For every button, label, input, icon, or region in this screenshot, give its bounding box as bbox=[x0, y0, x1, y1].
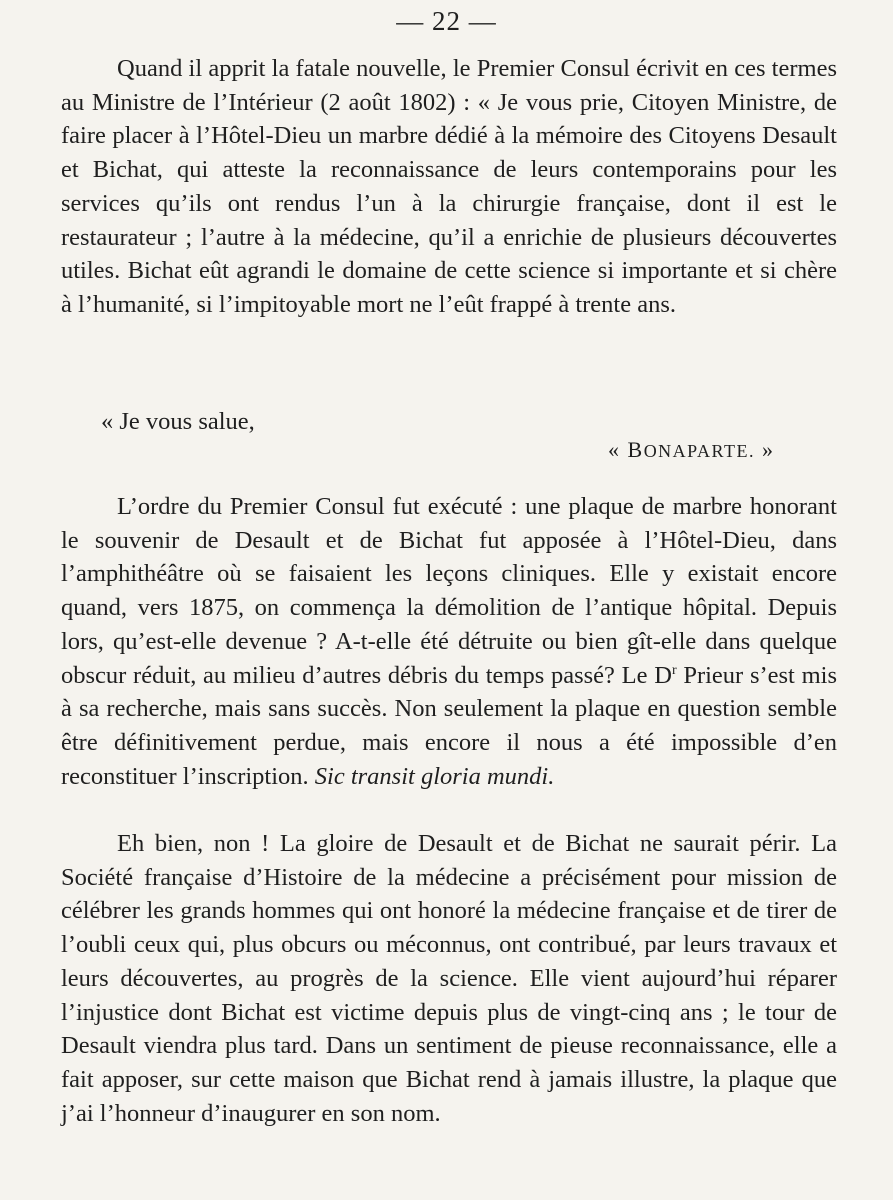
paragraph-text: Eh bien, non ! La gloire de Desault et de Bichat ne saurait périr. La Société française d’Histoire de la médecine a précisément pour mission de célébrer les grands hommes qui ont honoré la médecine française et de tirer de l’oubli ceux qui, plus obcurs ou méconnus, ont contribué, par leurs travaux et leurs découvertes, au progrès de la science. Elle vient aujourd’hui réparer l’injustice dont Bichat est victime depuis plus de vingt-cinq ans ; le tour de Desault viendra plus tard. Dans un sentiment de pieuse reconnaissance, elle a fait apposer, sur cette maison que Bichat rend à jamais illustre, la plaque que j’ai l’honneur d’inaugurer en son nom. bbox=[61, 830, 837, 1127]
paragraph-part-1: L’ordre du Premier Consul fut exécuté : une plaque de marbre honorant le souvenir de Desault et de Bichat fut apposée à l’Hôtel-Dieu, dans l’amphithéâtre où se faisaient les leçons cliniques. Elle y existait encore quand, vers 1875, on commença la démolition de l’antique hôpital. Depuis lors, qu’est-elle devenue ? A-t-elle été détruite ou bien gît-elle dans quelque obscur réduit, au milieu d’autres débris du temps passé? Le D bbox=[61, 493, 837, 689]
doctor-superscript: r bbox=[671, 662, 677, 678]
letter-salutation: « Je vous salue, bbox=[101, 408, 255, 435]
latin-phrase: Sic transit gloria mundi. bbox=[314, 762, 555, 790]
signature-rest: ONAPARTE. bbox=[643, 441, 755, 461]
signature-initial: B bbox=[627, 437, 644, 462]
closing-paragraph bbox=[61, 827, 837, 1130]
signature-open-quote: « bbox=[608, 437, 628, 462]
letter-paragraph bbox=[61, 52, 837, 322]
letter-signature bbox=[608, 433, 774, 469]
page-number: — 22 — bbox=[396, 6, 497, 36]
signature-close-quote: » bbox=[754, 437, 775, 462]
plaque-history-paragraph bbox=[61, 490, 837, 793]
paragraph-text bbox=[61, 490, 837, 793]
paragraph-part-2: Prieur s’est mis à sa recherche, mais sans succès. Non seulement la plaque en question semble être définitivement perdue, mais encore il nous a été impossible d’en reconstituer l’inscription. bbox=[61, 661, 837, 790]
paragraph-text: Quand il apprit la fatale nouvelle, le Premier Consul écrivit en ces termes au Ministre de l’Intérieur (2 août 1802) : « Je vous prie, Citoyen Ministre, de faire placer à l’Hôtel-Dieu un marbre dédié à la mémoire des Citoyens Desault et Bichat, qui atteste la reconnaissance de leurs contemporains pour les services qu’ils ont rendus l’un à la chirurgie française, dont il est le restaurateur ; l’autre à la médecine, qu’il a enrichie de plusieurs découvertes utiles. Bichat eût agrandi le domaine de cette science si importante et si chère à l’humanité, si l’impitoyable mort ne l’eût frappé à trente ans. bbox=[61, 55, 837, 318]
